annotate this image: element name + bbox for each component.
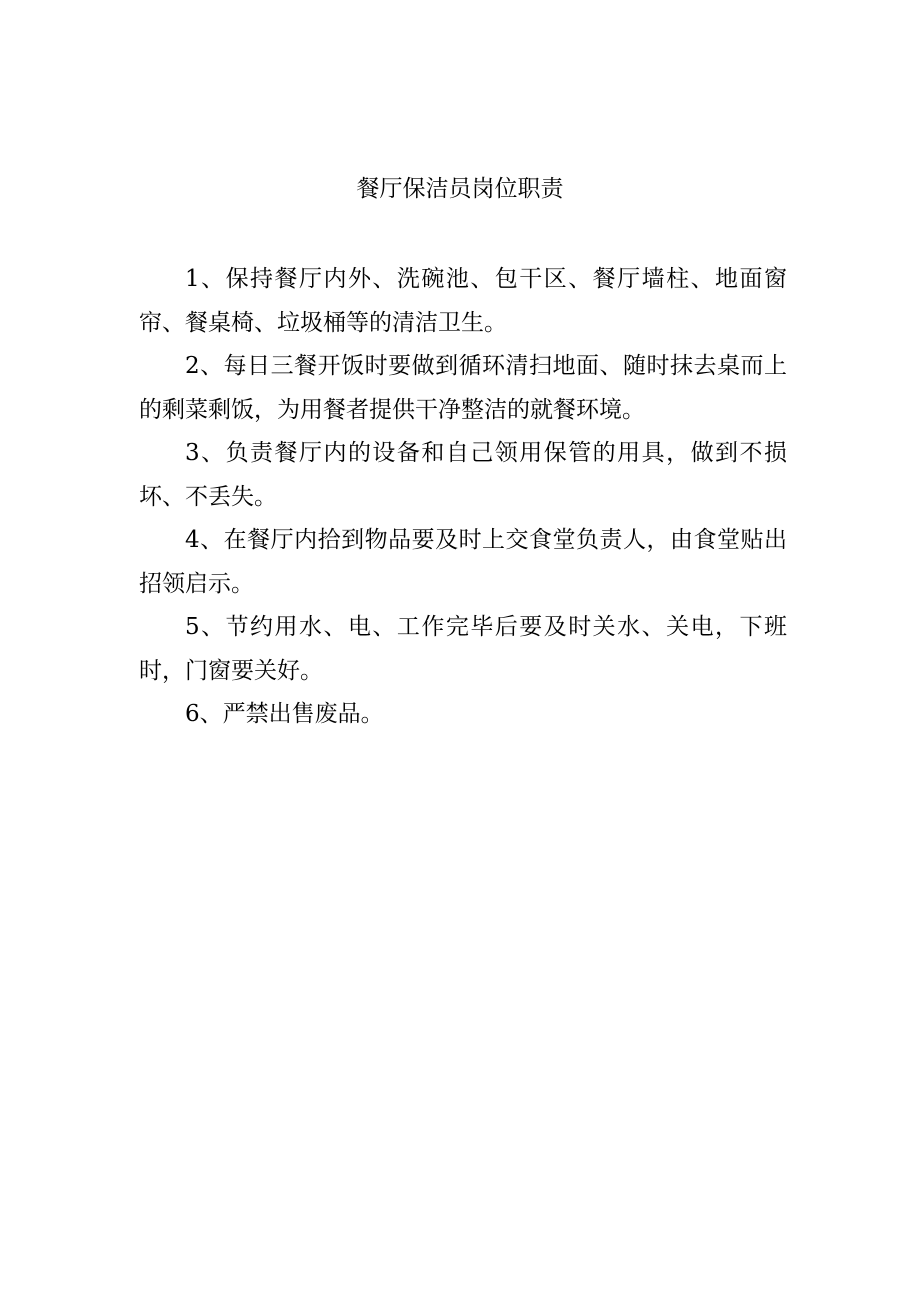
page-title: 餐厅保洁员岗位职责 (356, 176, 564, 202)
duty-item-1: 1、保持餐厅内外、洗碗池、包干区、餐厅墙柱、地面窗帘、餐桌椅、垃圾桶等的清洁卫生。 (139, 266, 787, 336)
duty-item-3: 3、负责餐厅内的设备和自己领用保管的用具，做到不损坏、不丢失。 (139, 440, 787, 510)
document-body (139, 258, 787, 737)
duty-item-6: 6、严禁出售废品。 (185, 701, 384, 727)
duty-item-2: 2、每日三餐开饭时要做到循环清扫地面、随时抹去桌而上的剩菜剩饭，为用餐者提供干净整洁的就餐环境。 (139, 353, 787, 423)
duty-item-5: 5、节约用水、电、工作完毕后要及时关水、关电，下班时，门窗要关好。 (139, 614, 787, 684)
duty-item-4: 4、在餐厅内拾到物品要及时上交食堂负责人，由食堂贴出招领启示。 (139, 527, 787, 597)
